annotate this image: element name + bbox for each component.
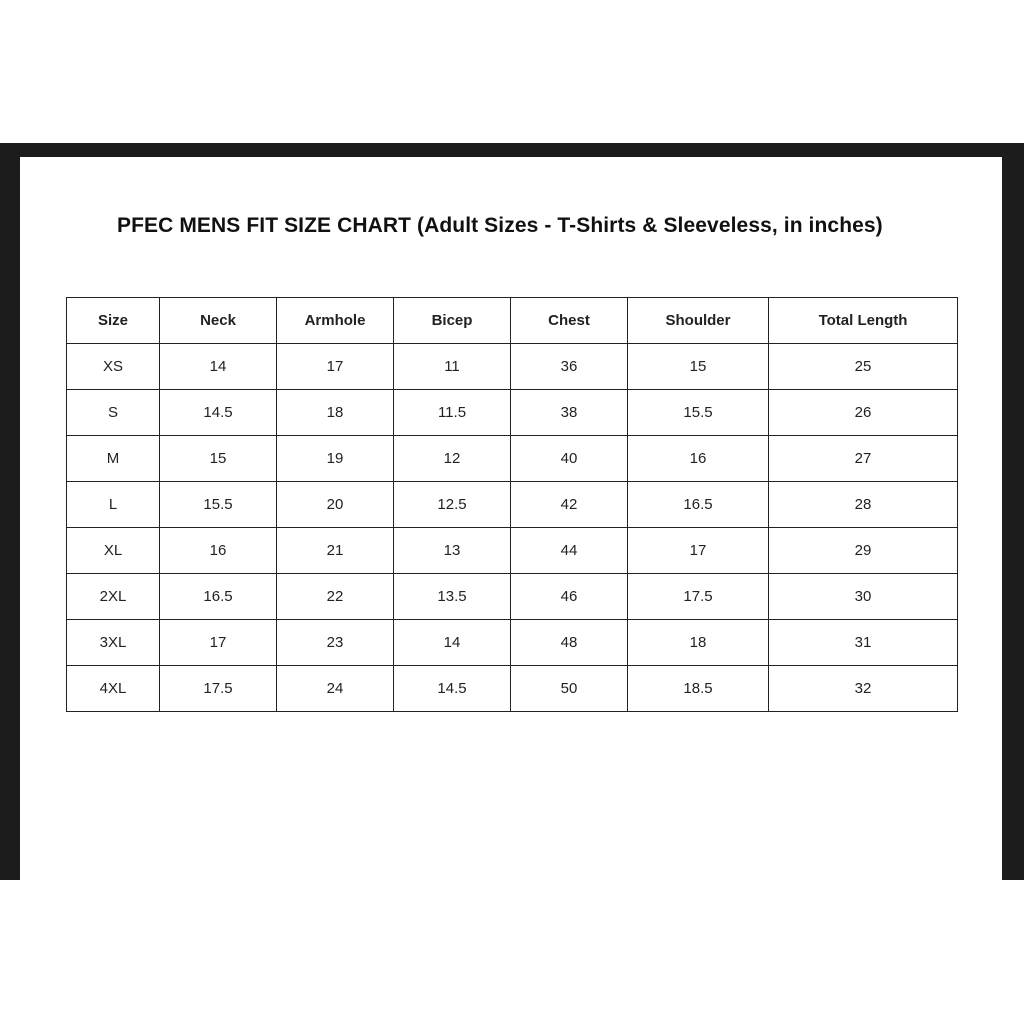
cell-size: M (67, 436, 160, 482)
size-chart-table (66, 297, 958, 712)
cell-neck: 17.5 (160, 666, 277, 712)
cell-shoulder: 15 (628, 344, 769, 390)
cell-total-length: 25 (769, 344, 958, 390)
cell-total-length: 32 (769, 666, 958, 712)
cell-armhole: 18 (277, 390, 394, 436)
cell-size: L (67, 482, 160, 528)
cell-armhole: 22 (277, 574, 394, 620)
table-row (67, 666, 958, 712)
page-title: PFEC MENS FIT SIZE CHART (Adult Sizes - T-Shirts & Sleeveless, in inches) (117, 214, 883, 237)
cell-shoulder: 16.5 (628, 482, 769, 528)
table-row (67, 482, 958, 528)
cell-bicep: 13 (394, 528, 511, 574)
cell-chest: 36 (511, 344, 628, 390)
cell-chest: 50 (511, 666, 628, 712)
cell-chest: 40 (511, 436, 628, 482)
table-row (67, 344, 958, 390)
cell-chest: 46 (511, 574, 628, 620)
cell-armhole: 17 (277, 344, 394, 390)
cell-size: 3XL (67, 620, 160, 666)
cell-shoulder: 18 (628, 620, 769, 666)
cell-size: XS (67, 344, 160, 390)
cell-chest: 42 (511, 482, 628, 528)
column-header-chest: Chest (511, 298, 628, 344)
cell-chest: 38 (511, 390, 628, 436)
column-header-size: Size (67, 298, 160, 344)
cell-total-length: 30 (769, 574, 958, 620)
cell-bicep: 11.5 (394, 390, 511, 436)
cell-total-length: 29 (769, 528, 958, 574)
cell-shoulder: 18.5 (628, 666, 769, 712)
cell-chest: 44 (511, 528, 628, 574)
column-header-bicep: Bicep (394, 298, 511, 344)
cell-armhole: 23 (277, 620, 394, 666)
column-header-total-length: Total Length (769, 298, 958, 344)
table-header-row (67, 298, 958, 344)
cell-total-length: 28 (769, 482, 958, 528)
cell-armhole: 20 (277, 482, 394, 528)
cell-total-length: 31 (769, 620, 958, 666)
column-header-armhole: Armhole (277, 298, 394, 344)
cell-chest: 48 (511, 620, 628, 666)
cell-neck: 15 (160, 436, 277, 482)
cell-neck: 16.5 (160, 574, 277, 620)
cell-bicep: 13.5 (394, 574, 511, 620)
cell-armhole: 19 (277, 436, 394, 482)
cell-shoulder: 17.5 (628, 574, 769, 620)
cell-size: 2XL (67, 574, 160, 620)
cell-neck: 17 (160, 620, 277, 666)
cell-size: S (67, 390, 160, 436)
cell-total-length: 26 (769, 390, 958, 436)
table-row (67, 436, 958, 482)
cell-bicep: 14 (394, 620, 511, 666)
table-row (67, 574, 958, 620)
table-row (67, 528, 958, 574)
cell-bicep: 12 (394, 436, 511, 482)
table-body (67, 344, 958, 712)
column-header-neck: Neck (160, 298, 277, 344)
cell-size: 4XL (67, 666, 160, 712)
cell-armhole: 24 (277, 666, 394, 712)
cell-armhole: 21 (277, 528, 394, 574)
cell-shoulder: 17 (628, 528, 769, 574)
cell-bicep: 14.5 (394, 666, 511, 712)
table-row (67, 390, 958, 436)
cell-bicep: 12.5 (394, 482, 511, 528)
column-header-shoulder: Shoulder (628, 298, 769, 344)
cell-neck: 14 (160, 344, 277, 390)
cell-neck: 16 (160, 528, 277, 574)
cell-shoulder: 16 (628, 436, 769, 482)
cell-bicep: 11 (394, 344, 511, 390)
cell-total-length: 27 (769, 436, 958, 482)
cell-size: XL (67, 528, 160, 574)
cell-shoulder: 15.5 (628, 390, 769, 436)
cell-neck: 14.5 (160, 390, 277, 436)
table-row (67, 620, 958, 666)
cell-neck: 15.5 (160, 482, 277, 528)
